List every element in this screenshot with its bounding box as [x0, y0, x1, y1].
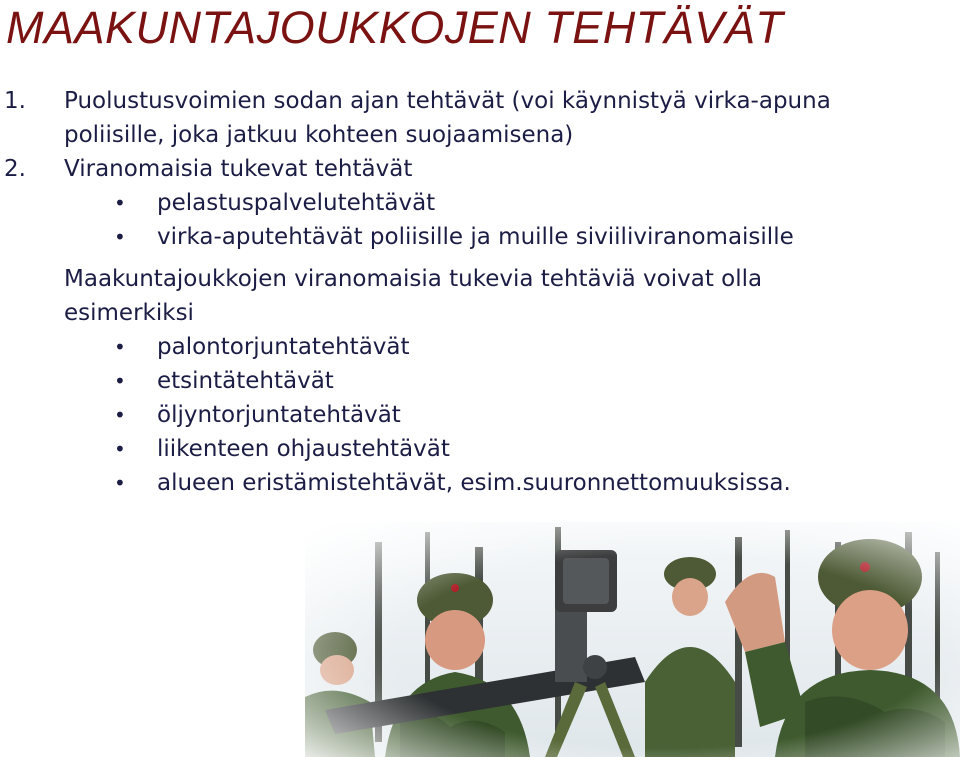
slide-title: MAAKUNTAJOUKKOJEN TEHTÄVÄT	[6, 2, 784, 53]
bullet-icon: •	[114, 437, 126, 461]
slide-content	[0, 84, 960, 500]
bullet-icon: •	[114, 369, 126, 393]
bullet-icon: •	[114, 471, 126, 495]
numbered-item-2	[0, 152, 884, 186]
bullet-icon: •	[114, 225, 126, 249]
photo-fade-overlay	[305, 522, 960, 757]
item-text: Puolustusvoimien sodan ajan tehtävät (voi käynnistyä virka-apuna poliisille, joka jatkuu kohteen suojaamisena)	[64, 88, 831, 148]
examples-bullet-list	[0, 330, 960, 500]
bullet-icon: •	[114, 335, 126, 359]
list-item: • etsintätehtävät	[0, 364, 960, 398]
bullet-icon: •	[114, 403, 126, 427]
soldiers-photo	[305, 522, 960, 757]
bullet-icon: •	[114, 191, 126, 215]
list-item: • pelastuspalvelutehtävät	[0, 186, 960, 220]
list-item: • alueen eristämistehtävät, esim.suuronnettomuuksissa.	[0, 466, 960, 500]
item-text: Viranomaisia tukevat tehtävät	[64, 156, 413, 182]
numbered-item-1	[0, 84, 884, 152]
item-number: 2.	[4, 156, 26, 182]
list-item: • virka-aputehtävät poliisille ja muille siviiliviranomaisille	[0, 220, 960, 254]
examples-intro: Maakuntajoukkojen viranomaisia tukevia tehtäviä voivat olla esimerkiksi	[64, 266, 763, 326]
item-number: 1.	[4, 88, 26, 114]
list-item: • palontorjuntatehtävät	[0, 330, 960, 364]
item-2-bullet-list	[0, 186, 960, 254]
list-item: • öljyntorjuntatehtävät	[0, 398, 960, 432]
list-item: • liikenteen ohjaustehtävät	[0, 432, 960, 466]
